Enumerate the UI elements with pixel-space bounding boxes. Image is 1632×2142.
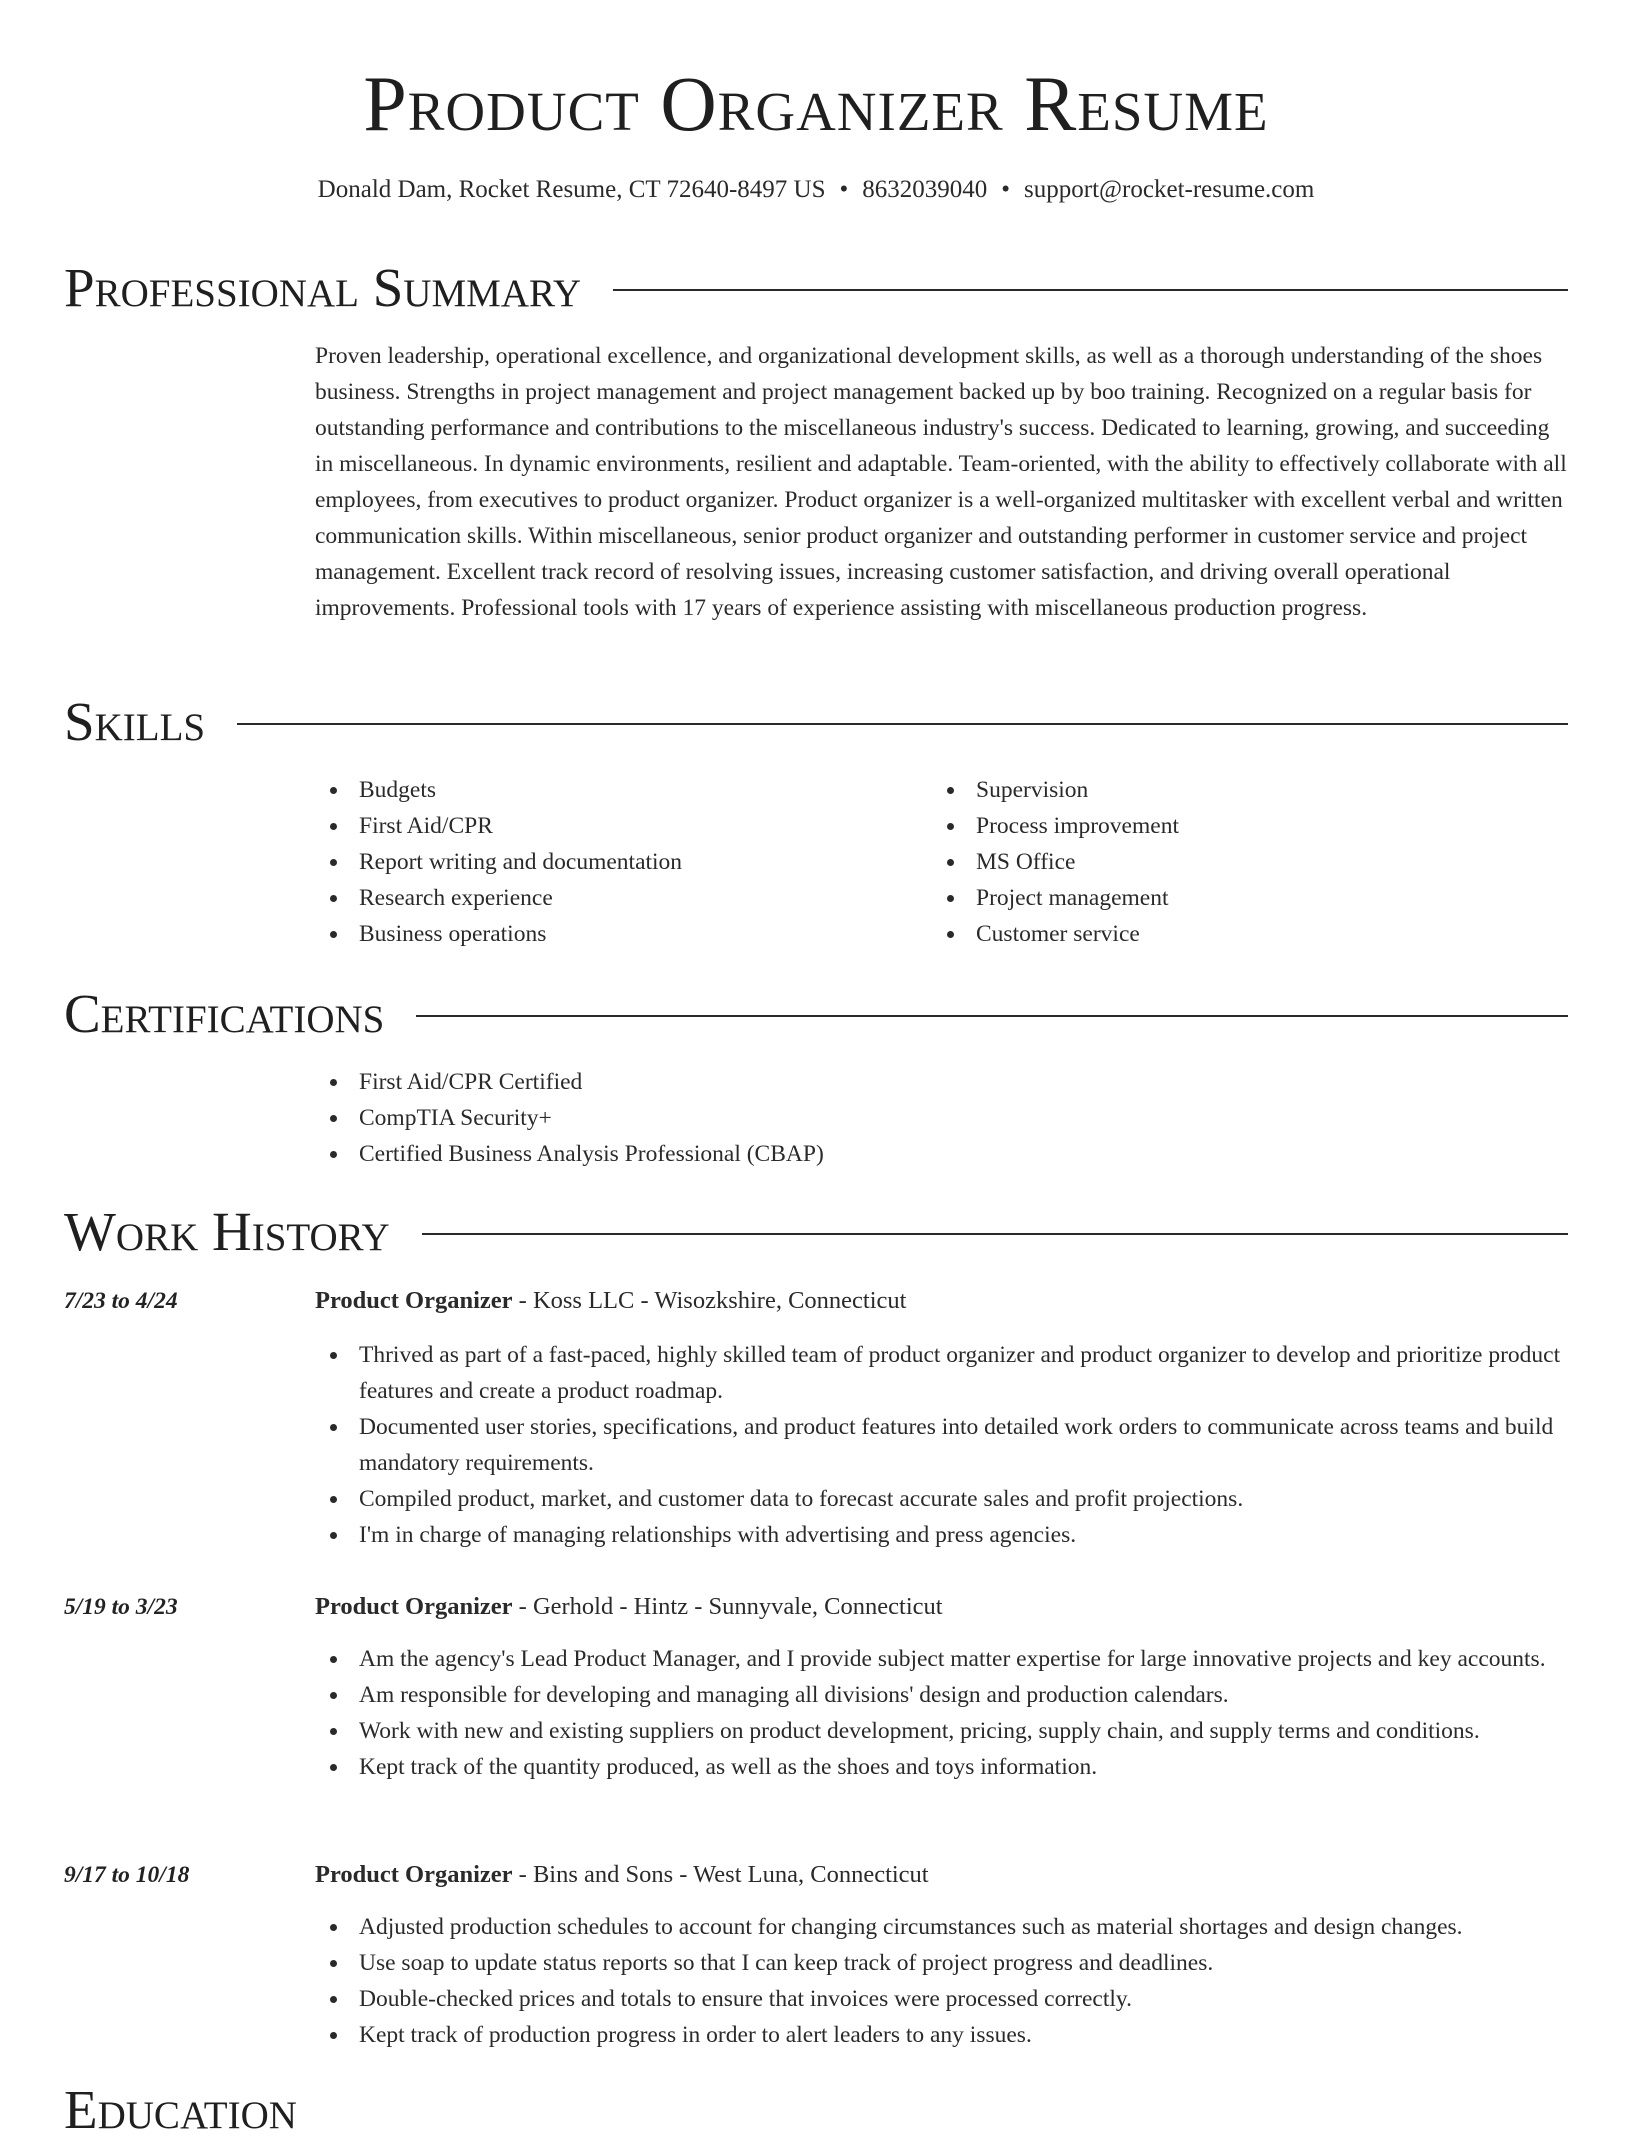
skill-item: Process improvement xyxy=(932,808,1532,844)
job-details: - Koss LLC - Wisozkshire, Connecticut xyxy=(512,1287,907,1314)
section-divider xyxy=(237,723,1568,725)
job-role: Product Organizer xyxy=(315,1861,513,1888)
job-details: - Gerhold - Hintz - Sunnyvale, Connecticut xyxy=(512,1593,943,1620)
certification-item: Certified Business Analysis Professional (CBAP) xyxy=(315,1136,1515,1172)
section-title-work-history: Work History xyxy=(64,1201,390,1262)
skill-item: Report writing and documentation xyxy=(315,844,915,880)
summary-text: Proven leadership, operational excellence, and organizational development skills, as well as a thorough understanding of the shoes business. Strengths in project management and project management backed up by boo training. Recognized on a regular basis for outstanding performance and contributions to the miscellaneous industry's success. Dedicated to learning, growing, and succeeding in miscellaneous. In dynamic environments, resilient and adaptable. Team-oriented, with the ability to effectively collaborate with all employees, from executives to product organizer. Product organizer is a well-organized multitasker with excellent verbal and written communication skills. Within miscellaneous, senior product organizer and outstanding performer in customer service and project management. Excellent track record of resolving issues, increasing customer satisfaction, and driving overall operational improvements. Professional tools with 17 years of experience assisting with miscellaneous production progress. xyxy=(315,343,1567,621)
job-bullet: Documented user stories, specifications, and product features into detailed work orders to communicate across teams and build mandatory requirements. xyxy=(315,1409,1570,1481)
job-bullet: Use soap to update status reports so that I can keep track of project progress and deadlines. xyxy=(315,1945,1570,1981)
job-bullet: Double-checked prices and totals to ensure that invoices were processed correctly. xyxy=(315,1981,1570,2017)
job-dates: 5/19 to 3/23 xyxy=(64,1594,178,1620)
contact-address: Donald Dam, Rocket Resume, CT 72640-8497 US xyxy=(317,176,826,203)
job-bullet: Kept track of production progress in order to alert leaders to any issues. xyxy=(315,2017,1570,2053)
job-bullets xyxy=(315,1337,1570,1553)
section-title-summary: Professional Summary xyxy=(64,257,582,318)
skill-item: Business operations xyxy=(315,916,915,952)
certification-item: CompTIA Security+ xyxy=(315,1100,1515,1136)
job-bullet: Thrived as part of a fast-paced, highly skilled team of product organizer and product organizer to develop and prioritize product features and create a product roadmap. xyxy=(315,1337,1570,1409)
job-role: Product Organizer xyxy=(315,1287,513,1314)
section-title-certifications: Certifications xyxy=(64,983,385,1044)
job-dates: 7/23 to 4/24 xyxy=(64,1288,178,1314)
certifications-list xyxy=(315,1064,1515,1172)
section-divider xyxy=(613,289,1568,291)
section-header-summary xyxy=(64,256,1568,320)
skills-column-right xyxy=(932,772,1532,952)
page-title: Product Organizer Resume xyxy=(363,60,1269,147)
job-bullet: Am responsible for developing and managing all divisions' design and production calendars. xyxy=(315,1677,1570,1713)
job-bullet: Work with new and existing suppliers on product development, pricing, supply chain, and supply terms and conditions. xyxy=(315,1713,1570,1749)
job-details: - Bins and Sons - West Luna, Connecticut xyxy=(512,1861,929,1888)
section-header-certifications xyxy=(64,982,1568,1046)
separator-dot: • xyxy=(839,176,849,203)
job-bullet: Adjusted production schedules to account for changing circumstances such as material shortages and design changes. xyxy=(315,1909,1570,1945)
job-bullets xyxy=(315,1641,1570,1785)
job-heading xyxy=(315,1857,929,1893)
job-role: Product Organizer xyxy=(315,1593,513,1620)
certification-item: First Aid/CPR Certified xyxy=(315,1064,1515,1100)
skill-item: Supervision xyxy=(932,772,1532,808)
job-bullet: Am the agency's Lead Product Manager, and I provide subject matter expertise for large innovative projects and key accounts. xyxy=(315,1641,1570,1677)
section-header-education xyxy=(64,2078,1568,2142)
job-heading xyxy=(315,1589,943,1625)
job-bullet: Kept track of the quantity produced, as well as the shoes and toys information. xyxy=(315,1749,1570,1785)
contact-email: support@rocket-resume.com xyxy=(1024,176,1315,203)
skill-item: MS Office xyxy=(932,844,1532,880)
job-bullet: Compiled product, market, and customer data to forecast accurate sales and profit projections. xyxy=(315,1481,1570,1517)
skill-item: Budgets xyxy=(315,772,915,808)
skills-column-left xyxy=(315,772,915,952)
section-divider xyxy=(416,1015,1568,1017)
separator-dot: • xyxy=(1001,176,1011,203)
skill-item: Project management xyxy=(932,880,1532,916)
contact-line xyxy=(0,172,1632,208)
job-dates: 9/17 to 10/18 xyxy=(64,1862,190,1888)
job-heading xyxy=(315,1283,906,1319)
skill-item: Customer service xyxy=(932,916,1532,952)
job-bullets xyxy=(315,1909,1570,2053)
section-divider xyxy=(422,1233,1568,1235)
section-title-skills: Skills xyxy=(64,691,206,752)
contact-phone: 8632039040 xyxy=(862,176,988,203)
section-header-skills xyxy=(64,690,1568,754)
section-header-work-history xyxy=(64,1200,1568,1264)
skill-item: Research experience xyxy=(315,880,915,916)
job-bullet: I'm in charge of managing relationships with advertising and press agencies. xyxy=(315,1517,1570,1553)
skill-item: First Aid/CPR xyxy=(315,808,915,844)
section-title-education: Education xyxy=(64,2079,297,2140)
